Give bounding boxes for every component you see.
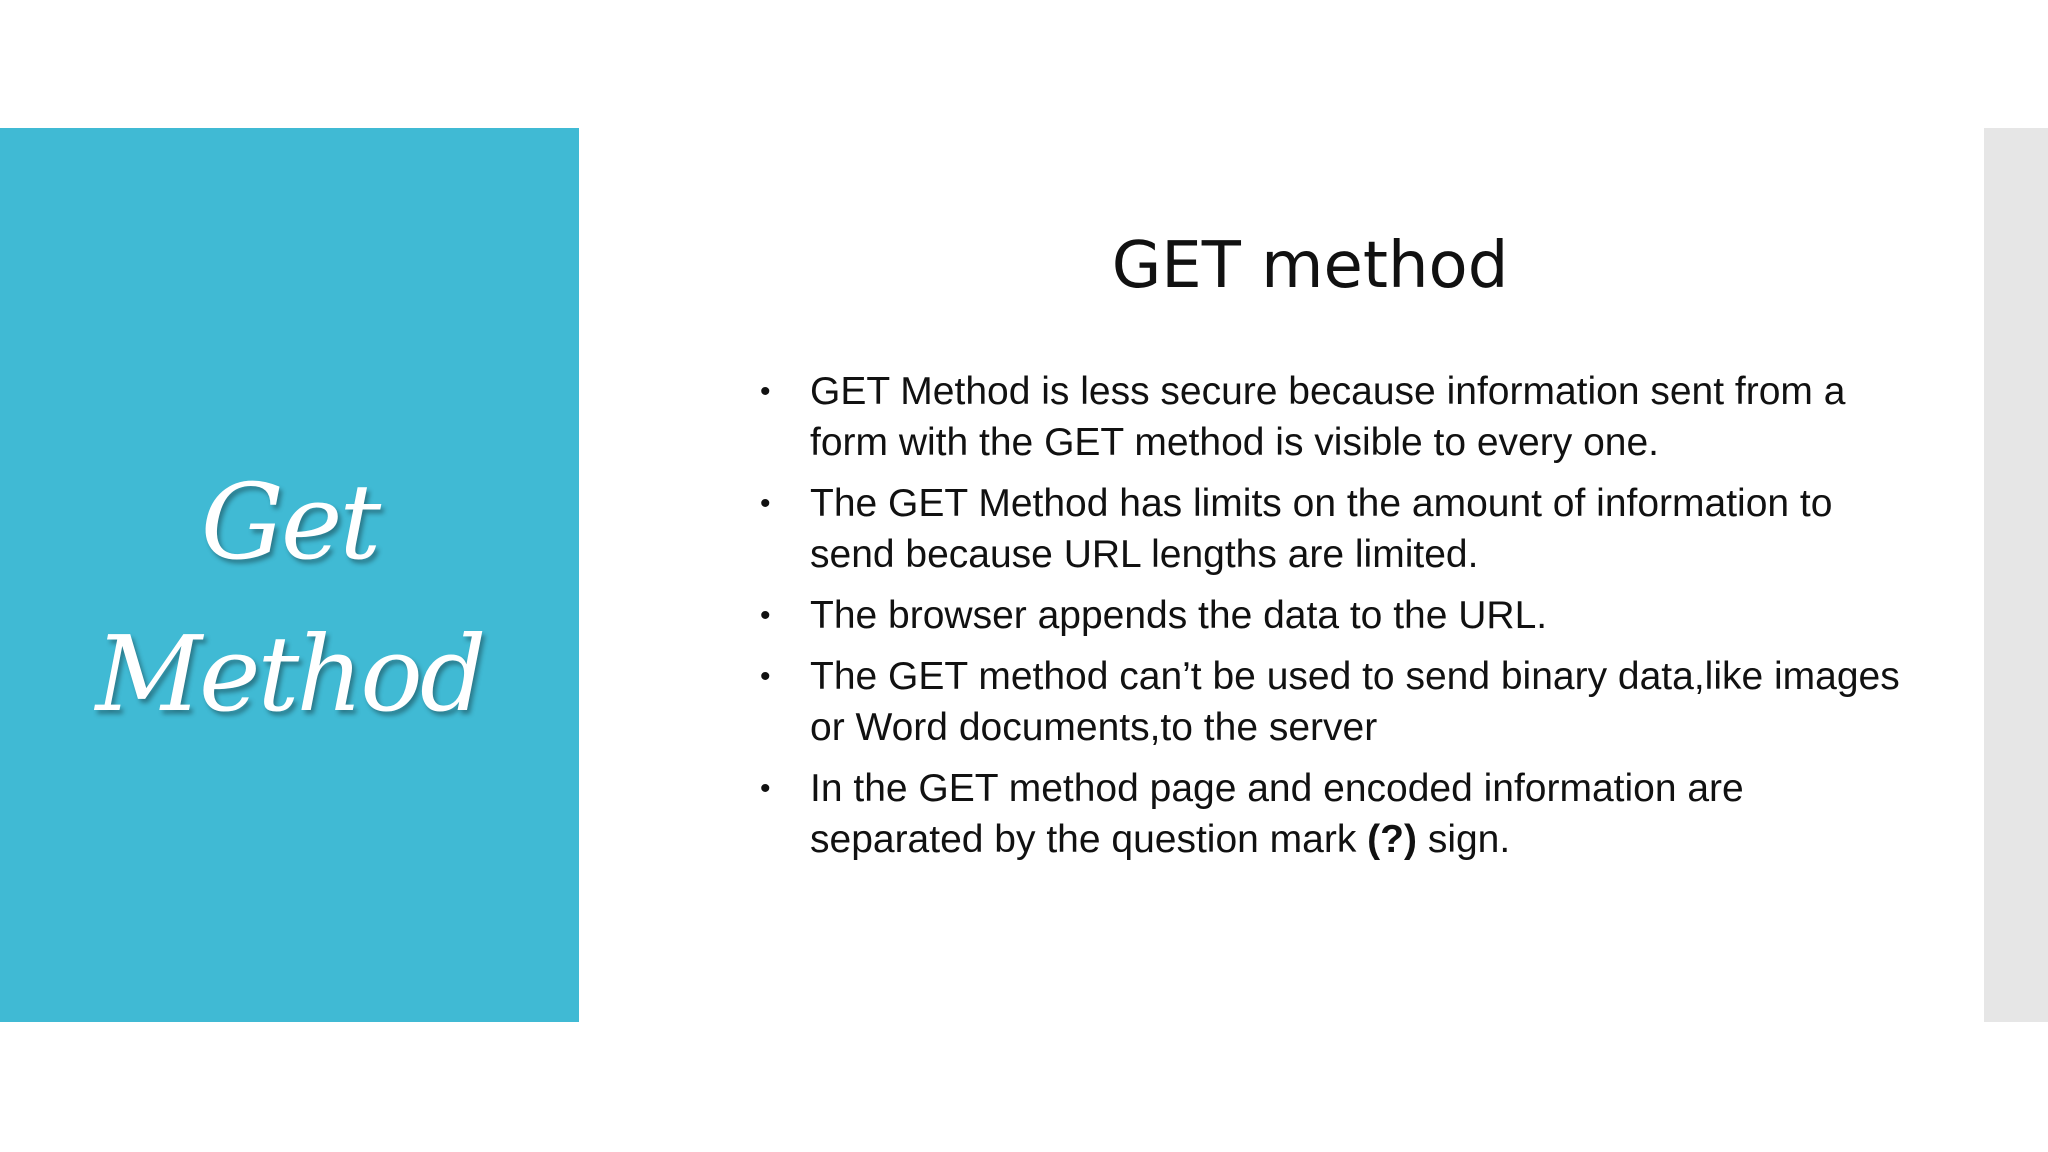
right-edge-strip <box>1984 128 2048 1022</box>
bullet-item <box>760 478 1910 580</box>
slide-heading: GET method <box>1111 229 1509 303</box>
bullet-icon: • <box>760 660 771 693</box>
bullet-text: The GET method can’t be used to send binary data,like images or Word documents,to the server <box>810 655 1900 749</box>
bullet-text: The GET Method has limits on the amount of information to send because URL lengths are limited. <box>810 482 1833 576</box>
title-panel <box>0 128 579 1022</box>
bullet-text <box>810 767 1744 861</box>
bullet-icon: • <box>760 375 771 408</box>
panel-title <box>0 446 579 750</box>
bullet-item <box>760 366 1910 468</box>
question-mark-symbol: (?) <box>1367 818 1417 861</box>
slide <box>0 128 2048 1022</box>
bullet-text: GET Method is less secure because information sent from a form with the GET method is visible to every one. <box>810 370 1846 464</box>
bullet-item <box>760 763 1910 865</box>
bullet-item <box>760 651 1910 753</box>
bullet-list <box>760 366 1910 875</box>
panel-title-line2: Method <box>95 613 484 735</box>
bullet-text: The browser appends the data to the URL. <box>810 594 1548 637</box>
bullet-text-before: In the GET method page and encoded information are separated by the question mark <box>810 767 1744 861</box>
bullet-icon: • <box>760 599 771 632</box>
bullet-text-after: sign. <box>1416 818 1511 861</box>
panel-title-line1: Get <box>200 461 379 583</box>
bullet-icon: • <box>760 487 771 520</box>
bullet-item <box>760 590 1910 641</box>
bullet-icon: • <box>760 772 771 805</box>
